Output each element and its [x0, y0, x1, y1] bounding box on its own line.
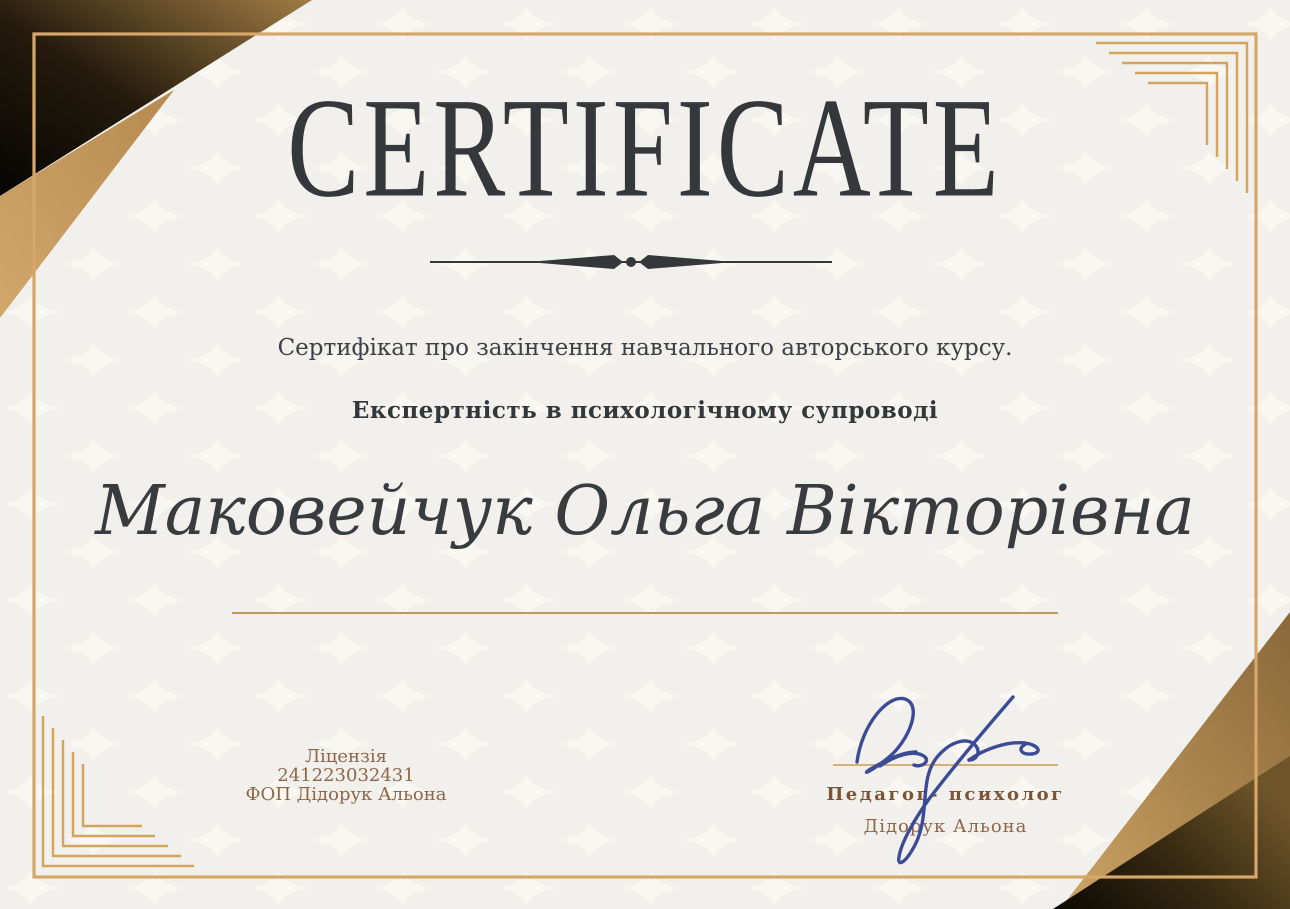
certificate-title: CERTIFICATE: [287, 70, 1003, 228]
signatory-name: Дідорук Альона: [863, 816, 1028, 837]
certificate-subtitle: Сертифікат про закінчення навчального авторського курсу.: [277, 335, 1013, 361]
signatory-role: Педагог- психолог: [826, 784, 1065, 805]
recipient-name: Маковейчук Ольга Вікторівна: [95, 472, 1195, 551]
course-title: Експертність в психологічному супроводі: [351, 397, 939, 424]
license-label: Ліцензія: [305, 746, 387, 767]
license-issuer: ФОП Дідорук Альона: [245, 784, 447, 805]
license-number: 241223032431: [277, 765, 415, 786]
